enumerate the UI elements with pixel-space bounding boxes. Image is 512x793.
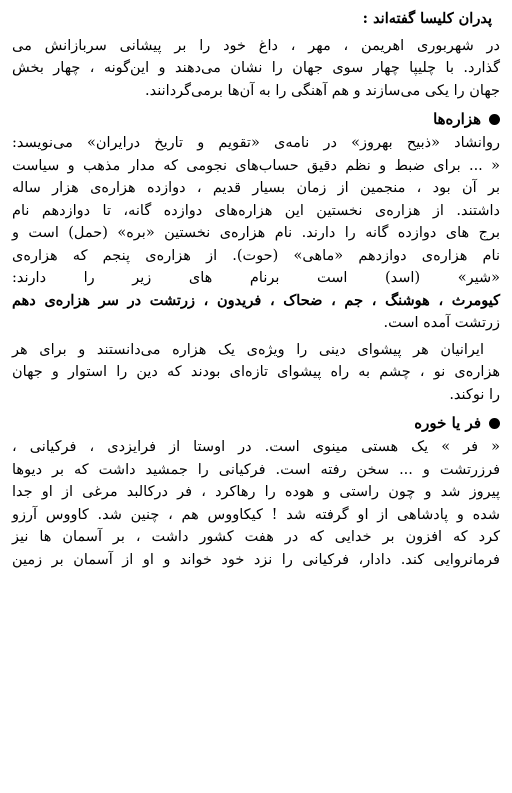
text-line: زرتشت آمده است. <box>383 315 500 331</box>
section-heading-label: فر یا خوره <box>414 414 481 432</box>
mehr-paragraph <box>12 35 500 103</box>
text-line: «شیر» (اسد) است برنام های زیر را دارند: <box>12 270 500 286</box>
hezareha-paragraph <box>12 132 500 335</box>
intro-title: پدران کلیسا گفته‌اند : <box>362 10 492 27</box>
bullet-icon <box>489 114 500 125</box>
farr-paragraph <box>12 436 500 571</box>
text-line: روانشاد «ذبیح بهروز» در نامه‌ی «تقویم و تاریخ درایران» می‌نویسد: <box>12 135 500 151</box>
text-line: شده و پادشاهی از او گرفته شد ! کیکاووس هم ، چنین شد. کاووس آرزو <box>12 506 500 523</box>
kings-line: کیومرث ، هوشنگ ، جم ، ضحاک ، فریدون ، زرتشت در سر هزاره‌ی دهم <box>12 291 500 309</box>
text-line: کرد که افزون بر خدایی که در هفت کشور داشت ، بر آسمان ها نیز <box>12 529 500 545</box>
text-line: داشتند. از هزاره‌ی نخستین این هزاره‌های دوازده گانه، تا دوازدهم نام <box>12 202 500 219</box>
text-line: فرزرتشت و ... سخن رفته است. فرکیانی را جمشید داشت که بر دیوها <box>12 461 500 478</box>
bullet-icon <box>489 418 500 429</box>
iranian-paragraph <box>12 339 500 407</box>
section-heading-hezareha <box>12 108 500 130</box>
text-line: گذارد. با چلیپا چهار سوی جهان را نشان می‌دهند و این‌گونه ، چهار بخش <box>12 60 500 76</box>
text-line: در شهربوری اهریمن ، مهر ، داغ خود را بر پیشانی سربازانش می <box>12 37 500 54</box>
text-line: جهان را یکی می‌سازند و هم آهنگی را به آن‌ها برمی‌گردانند. <box>145 82 500 99</box>
text-line: فرمانروایی کند. دادار، فرکیانی را نزد خود خواند و او از آسمان بر زمین <box>12 551 500 568</box>
text-line: « ... برای ضبط و نظم دقیق حساب‌های نجومی که مدار مذهب و سیاست <box>12 157 500 174</box>
text-line: نام هزاره‌ی دوازدهم «ماهی» (حوت). از هزاره‌ی پنجم که هزاره‌ی <box>12 247 500 264</box>
document-page <box>12 8 500 789</box>
text-line: هزاره‌ی نو ، چشم به راه پیشوای تازه‌ای بودند که دین را استوار و جهان <box>12 364 500 380</box>
text-line: ایرانیان هر پیشوای دینی را ویژه‌ی یک هزاره می‌دانستند و برای هر <box>12 341 485 358</box>
text-line: را نوکند. <box>449 386 500 403</box>
text-line: برج های دوازده گانه را دارند. نام هزاره‌ی نخستین «بره» (حمل) است و <box>12 225 500 241</box>
section-heading-farr <box>12 412 500 434</box>
text-line: بر آن بود ، منجمین از زمان بسیار قدیم ، دوازده هزاره‌ی هزار ساله <box>12 180 500 196</box>
text-line: پیروز شد و چون راستی و هوده را رهاکرد ، فر درکالبد مرغی از او جدا <box>12 484 500 500</box>
section-heading-label: هزاره‌ها <box>433 110 481 128</box>
text-line: « فر » یک هستی مینوی است. در اوستا از فرایزدی ، فرکیانی ، <box>12 439 500 455</box>
